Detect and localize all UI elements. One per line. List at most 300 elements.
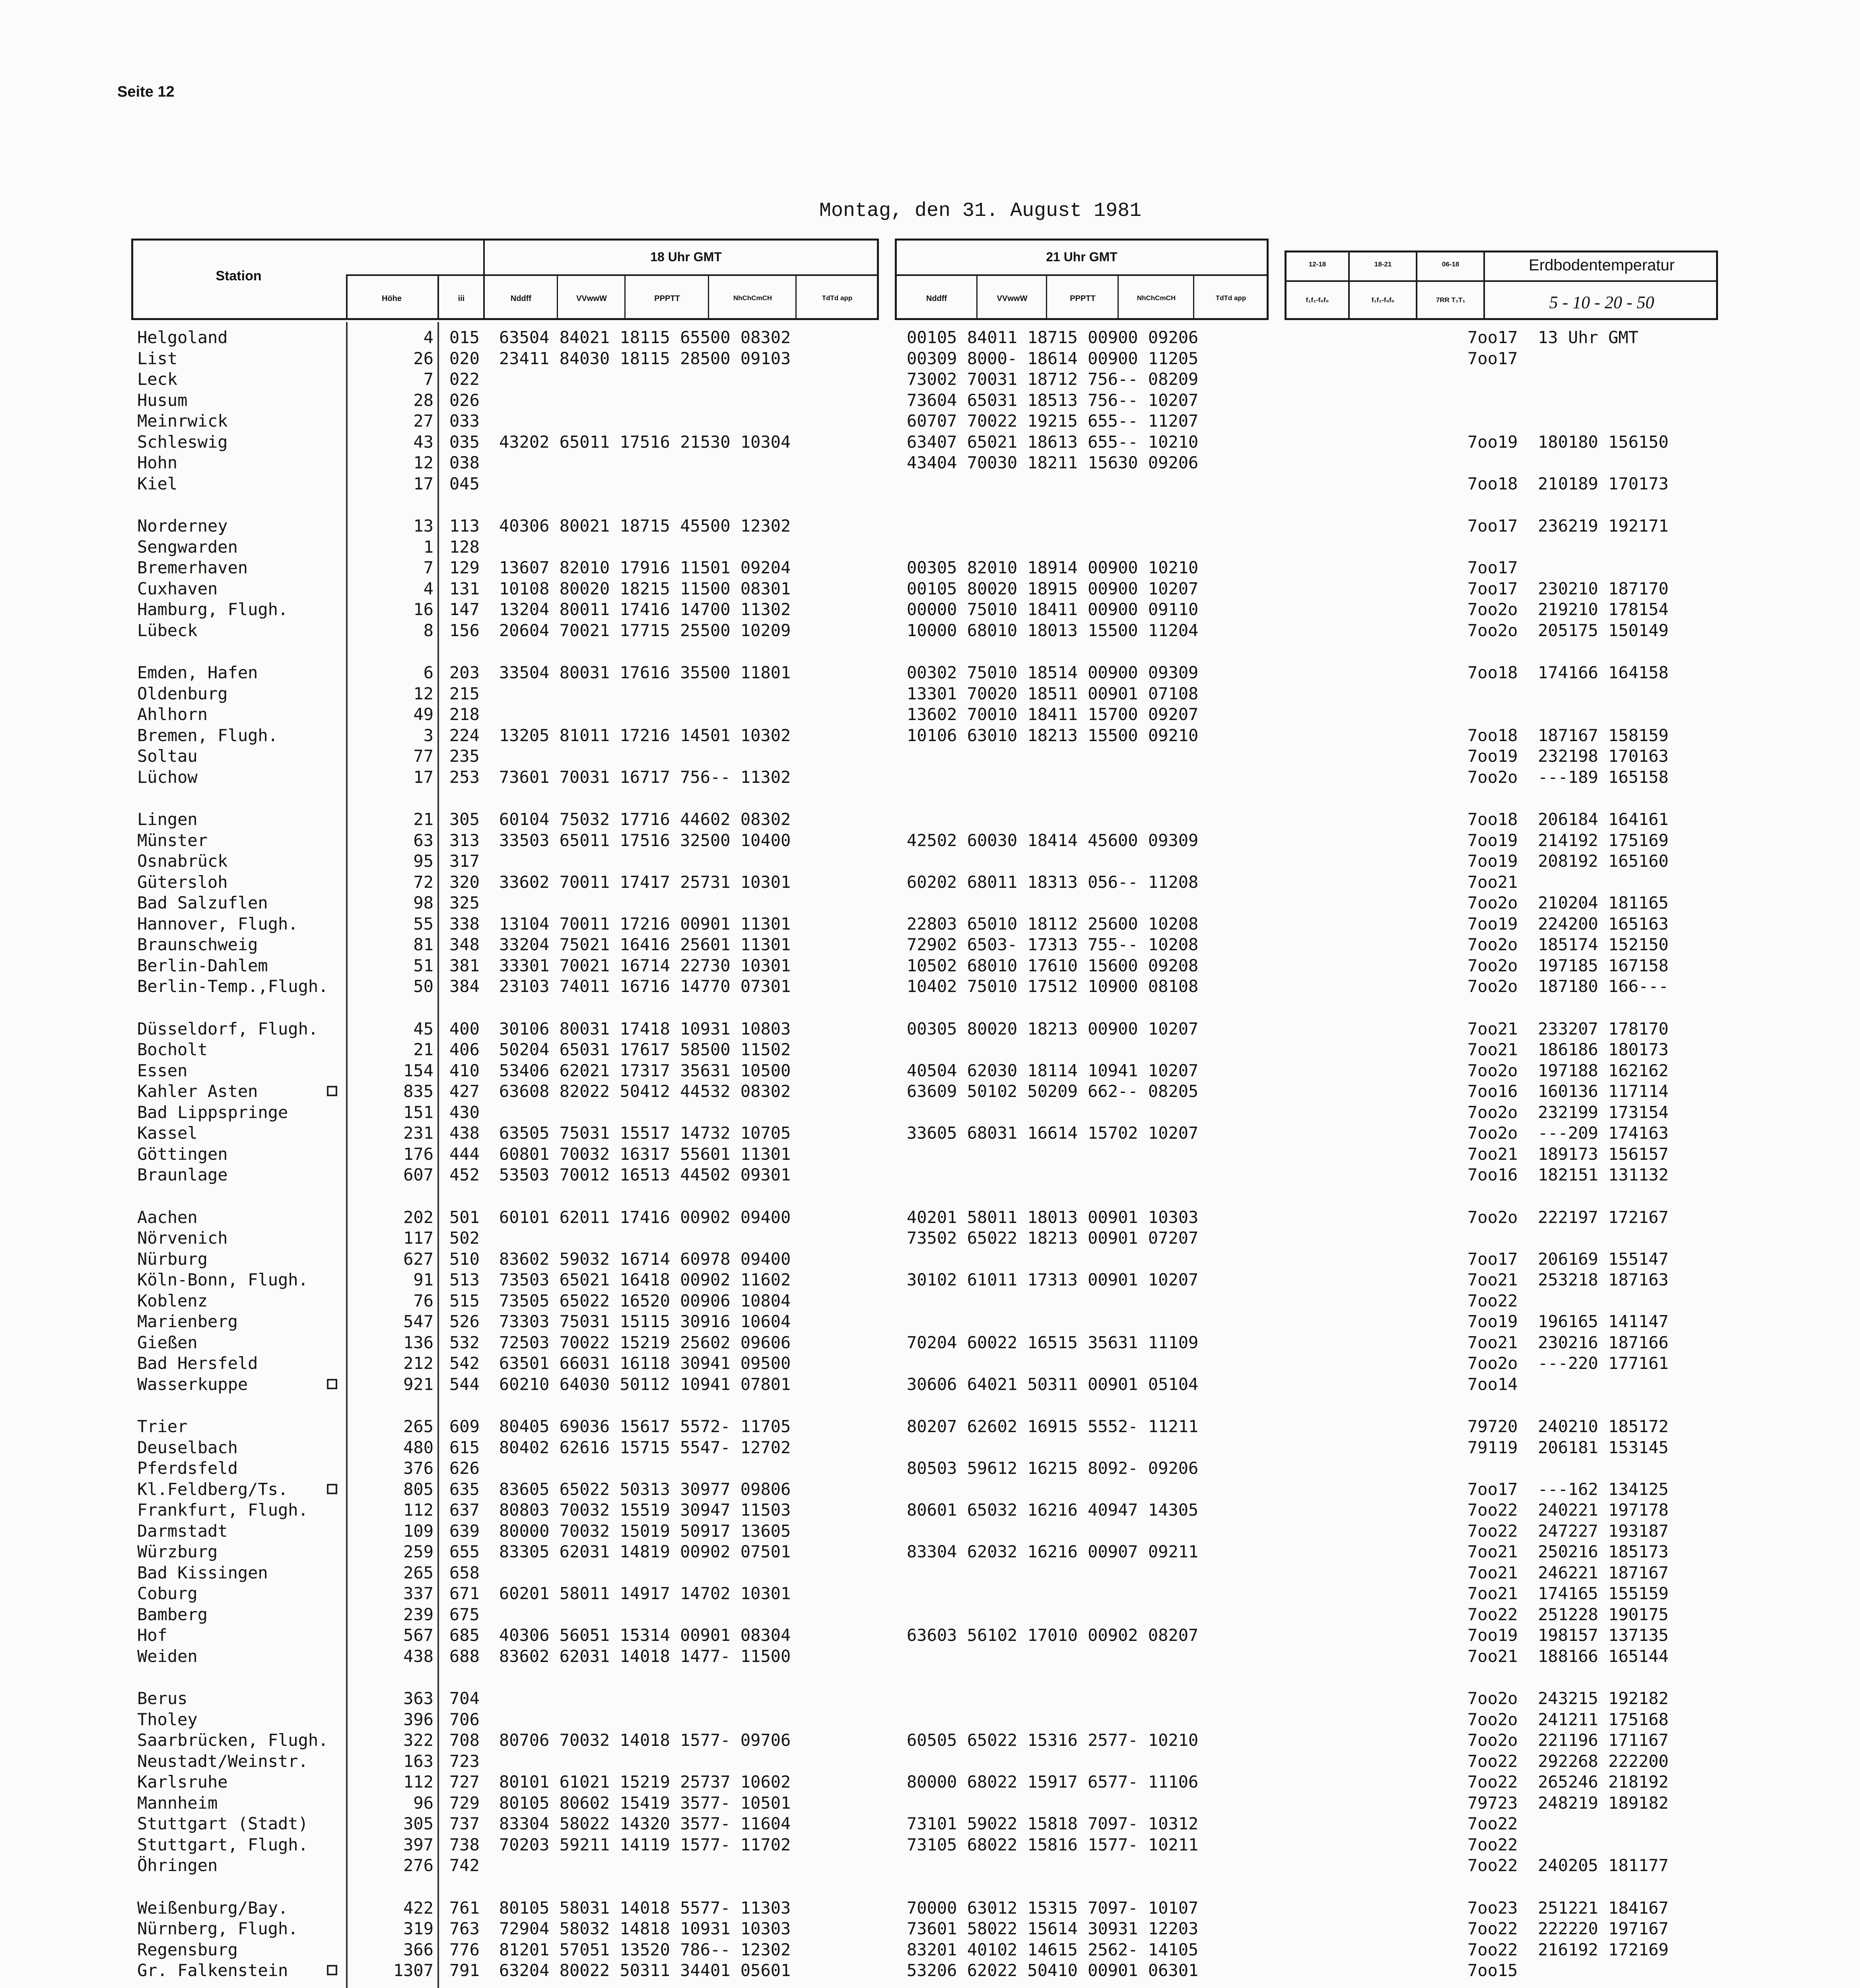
header-period-06-18: 06-18	[1442, 260, 1460, 268]
header-period-06-18-sub: 7RR T₁T₁	[1436, 296, 1465, 304]
obs-21-gmt: 73101 59022 15818 7097- 10312	[907, 1814, 1199, 1833]
station-hoehe: 4	[423, 328, 433, 347]
mountain-station-marker-icon	[327, 1086, 337, 1096]
station-name: Sengwarden	[137, 537, 238, 557]
station-number: 513	[449, 1270, 480, 1289]
station-number: 438	[449, 1123, 480, 1143]
soil-temperature: 7oo17 13 Uhr GMT	[1467, 328, 1638, 347]
station-name: Saarbrücken, Flugh.	[137, 1731, 328, 1750]
station-number: 685	[449, 1625, 480, 1645]
station-name: Leck	[137, 370, 178, 389]
station-number: 215	[449, 683, 480, 703]
station-hoehe: 921	[403, 1374, 433, 1394]
header-depths: 5 - 10 - 20 - 50	[1549, 293, 1654, 312]
soil-temperature: 7oo2o ---209 174163	[1467, 1123, 1669, 1143]
station-number: 615	[449, 1437, 480, 1457]
station-number: 526	[449, 1312, 480, 1331]
station-number: 325	[449, 893, 480, 912]
station-name: Weißenburg/Bay.	[137, 1898, 288, 1918]
soil-temperature: 7oo2o 185174 152150	[1467, 935, 1669, 954]
soil-temperature: 7oo22	[1467, 1291, 1518, 1310]
station-number: 763	[449, 1919, 480, 1938]
station-number: 544	[449, 1374, 480, 1394]
station-number: 430	[449, 1102, 480, 1122]
header-18-sub-3: PPPTT	[654, 294, 680, 303]
station-name: Würzburg	[137, 1542, 218, 1561]
station-number: 723	[449, 1751, 480, 1771]
station-hoehe: 43	[413, 432, 433, 452]
obs-21-gmt: 42502 60030 18414 45600 09309	[907, 830, 1199, 850]
obs-21-gmt: 00309 8000- 18614 00900 11205	[907, 348, 1199, 368]
soil-temperature: 7oo17 236219 192171	[1467, 516, 1669, 536]
station-number: 738	[449, 1835, 480, 1854]
obs-18-gmt: 83602 62031 14018 1477- 11500	[499, 1646, 791, 1666]
station-hoehe: 28	[413, 390, 433, 410]
soil-temperature: 7oo16 182151 131132	[1467, 1165, 1669, 1184]
station-number: 035	[449, 432, 480, 452]
station-hoehe: 396	[403, 1709, 433, 1729]
station-name: Coburg	[137, 1584, 198, 1603]
station-number: 427	[449, 1081, 480, 1101]
station-name: Wasserkuppe	[137, 1375, 248, 1394]
soil-temperature: 7oo19 196165 141147	[1467, 1312, 1669, 1331]
soil-temperature: 7oo2o 210204 181165	[1467, 893, 1669, 912]
station-hoehe: 547	[403, 1312, 433, 1331]
obs-21-gmt: 13602 70010 18411 15700 09207	[907, 705, 1199, 724]
station-number: 384	[449, 977, 480, 996]
station-hoehe: 239	[403, 1604, 433, 1624]
station-name: Bad Kissingen	[137, 1563, 268, 1582]
soil-temperature: 7oo2o ---220 177161	[1467, 1353, 1669, 1373]
soil-temperature: 7oo17 ---162 134125	[1467, 1479, 1669, 1499]
obs-21-gmt: 63609 50102 50209 662-- 08205	[907, 1081, 1199, 1101]
soil-temperature: 7oo22 240221 197178	[1467, 1500, 1669, 1520]
obs-21-gmt: 00302 75010 18514 00900 09309	[907, 663, 1199, 682]
station-hoehe: 21	[413, 810, 433, 829]
obs-18-gmt: 80803 70032 15519 30947 11503	[499, 1500, 791, 1520]
soil-temperature: 7oo19 214192 175169	[1467, 830, 1669, 850]
station-name: Ahlhorn	[137, 705, 208, 724]
station-hoehe: 51	[413, 955, 433, 975]
station-number: 128	[449, 537, 480, 557]
soil-temperature: 7oo22 222220 197167	[1467, 1919, 1669, 1938]
station-number: 400	[449, 1019, 480, 1039]
station-number: 113	[449, 516, 480, 536]
station-hoehe: 98	[413, 893, 433, 912]
obs-21-gmt: 73105 68022 15816 1577- 10211	[907, 1835, 1199, 1854]
mountain-station-marker-icon	[327, 1379, 337, 1389]
station-name: Essen	[137, 1061, 188, 1080]
station-hoehe: 567	[403, 1625, 433, 1645]
station-name: Kl.Feldberg/Ts.	[137, 1479, 288, 1499]
soil-temperature: 79720 240210 185172	[1467, 1417, 1669, 1436]
station-number: 129	[449, 558, 480, 577]
station-hoehe: 265	[403, 1417, 433, 1436]
soil-temperature: 7oo2o 187180 166---	[1467, 977, 1669, 996]
soil-temperature: 7oo2o 221196 171167	[1467, 1730, 1669, 1750]
station-name: Trier	[137, 1417, 188, 1436]
station-number: 658	[449, 1563, 480, 1582]
soil-temperature: 7oo23 251221 184167	[1467, 1898, 1669, 1918]
soil-temperature: 7oo18 174166 164158	[1467, 663, 1669, 682]
station-name: Darmstadt	[137, 1521, 228, 1541]
obs-18-gmt: 63504 84021 18115 65500 08302	[499, 328, 791, 347]
obs-18-gmt: 40306 56051 15314 00901 08304	[499, 1625, 791, 1645]
obs-21-gmt: 80000 68022 15917 6577- 11106	[907, 1772, 1199, 1792]
station-name: Schleswig	[137, 432, 228, 452]
header-21-sub-5: TdTd app	[1215, 294, 1246, 302]
station-name: Husum	[137, 390, 188, 410]
station-name: Emden, Hafen	[137, 663, 258, 682]
station-name: Gießen	[137, 1333, 198, 1352]
obs-18-gmt: 10108 80020 18215 11500 08301	[499, 579, 791, 598]
obs-18-gmt: 70203 59211 14119 1577- 11702	[499, 1835, 791, 1854]
station-name: Kiel	[137, 474, 178, 493]
station-name: Hamburg, Flugh.	[137, 600, 288, 619]
obs-21-gmt: 13301 70020 18511 00901 07108	[907, 683, 1199, 703]
soil-temperature: 7oo21 250216 185173	[1467, 1542, 1669, 1561]
station-hoehe: 627	[403, 1249, 433, 1269]
station-hoehe: 7	[423, 369, 433, 389]
station-hoehe: 319	[403, 1919, 433, 1938]
obs-21-gmt: 30606 64021 50311 00901 05104	[907, 1374, 1199, 1394]
report-date: Montag, den 31. August 1981	[819, 200, 1142, 222]
header-21-sub-3: PPPTT	[1070, 294, 1096, 303]
soil-temperature: 7oo2o 197185 167158	[1467, 955, 1669, 975]
obs-18-gmt: 53406 62021 17317 35631 10500	[499, 1060, 791, 1080]
soil-temperature: 7oo21 189173 156157	[1467, 1144, 1669, 1164]
obs-18-gmt: 33301 70021 16714 22730 10301	[499, 955, 791, 975]
station-number: 033	[449, 411, 480, 431]
station-number: 253	[449, 767, 480, 787]
station-name: Bocholt	[137, 1040, 208, 1059]
obs-18-gmt: 81201 57051 13520 786-- 12302	[499, 1939, 791, 1959]
station-number: 704	[449, 1689, 480, 1708]
station-name: List	[137, 349, 178, 368]
station-hoehe: 276	[403, 1856, 433, 1875]
station-hoehe: 835	[403, 1081, 433, 1101]
station-number: 444	[449, 1144, 480, 1164]
station-name: Helgoland	[137, 328, 228, 347]
soil-temperature: 7oo21 253218 187163	[1467, 1270, 1669, 1289]
station-hoehe: 91	[413, 1270, 433, 1289]
station-hoehe: 259	[403, 1542, 433, 1561]
soil-temperature: 7oo21 233207 178170	[1467, 1019, 1669, 1039]
obs-18-gmt: 63505 75031 15517 14732 10705	[499, 1123, 791, 1143]
soil-temperature: 7oo2o 222197 172167	[1467, 1207, 1669, 1227]
station-name: Düsseldorf, Flugh.	[137, 1019, 319, 1039]
soil-temperature: 7oo17	[1467, 348, 1518, 368]
station-hoehe: 480	[403, 1437, 433, 1457]
obs-21-gmt: 10502 68010 17610 15600 09208	[907, 955, 1199, 975]
obs-18-gmt: 33204 75021 16416 25601 11301	[499, 935, 791, 954]
obs-21-gmt: 63407 65021 18613 655-- 10210	[907, 432, 1199, 452]
station-number: 671	[449, 1584, 480, 1603]
obs-18-gmt: 63608 82022 50412 44532 08302	[499, 1081, 791, 1101]
header-18-sub-5: TdTd app	[822, 294, 853, 302]
station-hoehe: 1307	[393, 1961, 433, 1980]
soil-temperature: 7oo21 246221 187167	[1467, 1563, 1669, 1582]
station-name: Tholey	[137, 1710, 198, 1729]
station-hoehe: 112	[403, 1500, 433, 1520]
station-name: Nürburg	[137, 1249, 208, 1269]
station-number: 742	[449, 1856, 480, 1875]
station-number: 320	[449, 872, 480, 892]
station-hoehe: 81	[413, 935, 433, 954]
station-name: Bad Lippspringe	[137, 1103, 288, 1122]
station-number: 218	[449, 705, 480, 724]
station-number: 542	[449, 1353, 480, 1373]
station-hoehe: 26	[413, 348, 433, 368]
station-number: 532	[449, 1332, 480, 1352]
soil-temperature: 7oo2o ---189 165158	[1467, 767, 1669, 787]
station-number: 639	[449, 1521, 480, 1541]
station-hoehe: 136	[403, 1332, 433, 1352]
obs-21-gmt: 00305 82010 18914 00900 10210	[907, 558, 1199, 577]
station-number: 637	[449, 1500, 480, 1520]
obs-21-gmt: 72902 6503- 17313 755-- 10208	[907, 935, 1199, 954]
obs-18-gmt: 80101 61021 15219 25737 10602	[499, 1772, 791, 1792]
station-name: Köln-Bonn, Flugh.	[137, 1270, 308, 1289]
soil-temperature: 7oo19 208192 165160	[1467, 851, 1669, 871]
station-name: Berlin-Dahlem	[137, 956, 268, 975]
obs-18-gmt: 83605 65022 50313 30977 09806	[499, 1479, 791, 1499]
station-name: Nörvenich	[137, 1229, 228, 1248]
obs-18-gmt: 73503 65021 16418 00902 11602	[499, 1270, 791, 1289]
station-name: Münster	[137, 831, 208, 850]
obs-21-gmt: 83201 40102 14615 2562- 14105	[907, 1939, 1199, 1959]
station-hoehe: 96	[413, 1793, 433, 1813]
obs-18-gmt: 72503 70022 15219 25602 09606	[499, 1332, 791, 1352]
station-hoehe: 63	[413, 830, 433, 850]
station-hoehe: 8	[423, 620, 433, 640]
obs-18-gmt: 30106 80031 17418 10931 10803	[499, 1019, 791, 1039]
station-name: Hohn	[137, 453, 178, 472]
header-erdbodentemperatur: Erdbodentemperatur	[1529, 256, 1675, 274]
station-hoehe: 366	[403, 1939, 433, 1959]
station-number: 708	[449, 1730, 480, 1750]
obs-21-gmt: 60505 65022 15316 2577- 10210	[907, 1730, 1199, 1750]
obs-18-gmt: 43202 65011 17516 21530 10304	[499, 432, 791, 452]
obs-21-gmt: 30102 61011 17313 00901 10207	[907, 1270, 1199, 1289]
station-hoehe: 1	[423, 537, 433, 557]
obs-18-gmt: 73303 75031 15115 30916 10604	[499, 1312, 791, 1331]
station-hoehe: 337	[403, 1584, 433, 1603]
column-rule-iii	[437, 322, 439, 1988]
soil-temperature: 7oo2o 197188 162162	[1467, 1060, 1669, 1080]
station-name: Weiden	[137, 1646, 198, 1666]
obs-21-gmt: 60707 70022 19215 655-- 11207	[907, 411, 1199, 431]
obs-21-gmt: 63603 56102 17010 00902 08207	[907, 1625, 1199, 1645]
station-hoehe: 49	[413, 705, 433, 724]
header-18-gmt: 18 Uhr GMT	[650, 250, 722, 264]
station-name: Deuselbach	[137, 1438, 238, 1457]
page-number: Seite 12	[117, 83, 175, 100]
soil-temperature: 7oo17	[1467, 558, 1518, 577]
station-hoehe: 363	[403, 1689, 433, 1708]
station-name: Stuttgart (Stadt)	[137, 1814, 308, 1833]
obs-18-gmt: 80706 70032 14018 1577- 09706	[499, 1730, 791, 1750]
station-hoehe: 422	[403, 1898, 433, 1918]
station-name: Lingen	[137, 810, 198, 829]
obs-21-gmt: 40201 58011 18013 00901 10303	[907, 1207, 1199, 1227]
mountain-station-marker-icon	[327, 1484, 337, 1494]
station-number: 381	[449, 955, 480, 975]
obs-18-gmt: 60801 70032 16317 55601 11301	[499, 1144, 791, 1164]
header-iii: iii	[458, 294, 465, 303]
station-hoehe: 76	[413, 1291, 433, 1310]
header-21-gmt: 21 Uhr GMT	[1046, 250, 1118, 264]
obs-18-gmt: 80105 80602 15419 3577- 10501	[499, 1793, 791, 1813]
station-name: Pferdsfeld	[137, 1459, 238, 1478]
station-hoehe: 13	[413, 516, 433, 536]
station-name: Cuxhaven	[137, 579, 218, 598]
obs-21-gmt: 10402 75010 17512 10900 08108	[907, 977, 1199, 996]
header-21-sub-1: Nddff	[926, 294, 947, 303]
station-hoehe: 4	[423, 579, 433, 598]
soil-temperature: 7oo2o 241211 175168	[1467, 1709, 1669, 1729]
station-hoehe: 176	[403, 1144, 433, 1164]
soil-temperature: 79723 248219 189182	[1467, 1793, 1669, 1813]
obs-18-gmt: 23103 74011 16716 14770 07301	[499, 977, 791, 996]
obs-18-gmt: 13205 81011 17216 14501 10302	[499, 725, 791, 745]
header-station: Station	[216, 268, 262, 283]
station-hoehe: 376	[403, 1458, 433, 1478]
soil-temperature: 7oo14	[1467, 1374, 1518, 1394]
station-hoehe: 27	[413, 411, 433, 431]
station-name: Frankfurt, Flugh.	[137, 1501, 308, 1520]
obs-18-gmt: 60201 58011 14917 14702 10301	[499, 1584, 791, 1603]
station-name: Berus	[137, 1689, 188, 1708]
station-hoehe: 322	[403, 1730, 433, 1750]
soil-temperature: 7oo22 292268 222200	[1467, 1751, 1669, 1771]
obs-21-gmt: 53206 62022 50410 00901 06301	[907, 1961, 1199, 1980]
station-name: Kahler Asten	[137, 1082, 258, 1101]
obs-18-gmt: 73505 65022 16520 00906 10804	[499, 1291, 791, 1310]
obs-18-gmt: 13607 82010 17916 11501 09204	[499, 558, 791, 577]
station-hoehe: 6	[423, 663, 433, 682]
station-name: Osnabrück	[137, 852, 228, 871]
soil-temperature: 7oo19 180180 156150	[1467, 432, 1669, 452]
soil-temperature: 7oo2o 219210 178154	[1467, 600, 1669, 619]
station-number: 626	[449, 1458, 480, 1478]
obs-18-gmt: 80105 58031 14018 5577- 11303	[499, 1898, 791, 1918]
station-name: Kassel	[137, 1124, 198, 1143]
obs-21-gmt: 70000 63012 15315 7097- 10107	[907, 1898, 1199, 1918]
station-hoehe: 72	[413, 872, 433, 892]
obs-18-gmt: 33602 70011 17417 25731 10301	[499, 872, 791, 892]
station-name: Hof	[137, 1626, 167, 1645]
station-number: 502	[449, 1228, 480, 1248]
soil-temperature: 7oo21 186186 180173	[1467, 1040, 1669, 1059]
header-period-18-21-sub: f₁f₁-f₀f₀	[1371, 296, 1395, 304]
station-number: 635	[449, 1479, 480, 1499]
station-name: Hannover, Flugh.	[137, 914, 298, 934]
obs-21-gmt: 70204 60022 16515 35631 11109	[907, 1332, 1199, 1352]
station-number: 609	[449, 1417, 480, 1436]
station-hoehe: 805	[403, 1479, 433, 1499]
header-period-18-21: 18-21	[1374, 260, 1392, 268]
station-number: 045	[449, 474, 480, 493]
station-number: 706	[449, 1709, 480, 1729]
obs-21-gmt: 73604 65031 18513 756-- 10207	[907, 390, 1199, 410]
obs-18-gmt: 80405 69036 15617 5572- 11705	[499, 1417, 791, 1436]
station-number: 203	[449, 663, 480, 682]
obs-18-gmt: 20604 70021 17715 25500 10209	[499, 620, 791, 640]
station-hoehe: 607	[403, 1165, 433, 1184]
station-number: 317	[449, 851, 480, 871]
station-number: 026	[449, 390, 480, 410]
station-number: 776	[449, 1939, 480, 1959]
obs-21-gmt: 10106 63010 18213 15500 09210	[907, 725, 1199, 745]
station-name: Regensburg	[137, 1940, 238, 1959]
obs-18-gmt: 72904 58032 14818 10931 10303	[499, 1919, 791, 1938]
obs-21-gmt: 10000 68010 18013 15500 11204	[907, 620, 1199, 640]
obs-21-gmt: 33605 68031 16614 15702 10207	[907, 1123, 1199, 1143]
station-number: 015	[449, 328, 480, 347]
obs-21-gmt: 80601 65032 16216 40947 14305	[907, 1500, 1199, 1520]
soil-temperature: 7oo21	[1467, 872, 1518, 892]
soil-temperature: 7oo2o 243215 192182	[1467, 1689, 1669, 1708]
station-name: Bad Salzuflen	[137, 893, 268, 912]
station-name: Bremerhaven	[137, 558, 248, 577]
station-number: 224	[449, 725, 480, 745]
station-name: Soltau	[137, 747, 198, 766]
obs-18-gmt: 80000 70032 15019 50917 13605	[499, 1521, 791, 1541]
station-hoehe: 12	[413, 683, 433, 703]
obs-21-gmt: 40504 62030 18114 10941 10207	[907, 1060, 1199, 1080]
soil-temperature: 7oo17 230210 187170	[1467, 579, 1669, 598]
station-number: 022	[449, 369, 480, 389]
soil-temperature: 7oo2o 205175 150149	[1467, 620, 1669, 640]
station-name: Braunlage	[137, 1165, 228, 1184]
station-name: Stuttgart, Flugh.	[137, 1835, 308, 1854]
station-number: 452	[449, 1165, 480, 1184]
obs-18-gmt: 23411 84030 18115 28500 09103	[499, 348, 791, 368]
station-hoehe: 109	[403, 1521, 433, 1541]
soil-temperature: 7oo17 206169 155147	[1467, 1249, 1669, 1269]
obs-21-gmt: 60202 68011 18313 056-- 11208	[907, 872, 1199, 892]
station-name: Göttingen	[137, 1144, 228, 1164]
obs-18-gmt: 40306 80021 18715 45500 12302	[499, 516, 791, 536]
obs-21-gmt: 00105 84011 18715 00900 09206	[907, 328, 1199, 347]
obs-18-gmt: 63204 80022 50311 34401 05601	[499, 1961, 791, 1980]
header-21-sub-4: NhChCmCH	[1137, 294, 1176, 302]
header-18-sub-4: NhChCmCH	[733, 294, 772, 302]
station-hoehe: 154	[403, 1060, 433, 1080]
station-name: Aachen	[137, 1208, 198, 1227]
station-number: 348	[449, 935, 480, 954]
station-hoehe: 55	[413, 914, 433, 934]
station-hoehe: 17	[413, 767, 433, 787]
station-hoehe: 7	[423, 558, 433, 577]
station-name: Oldenburg	[137, 684, 228, 703]
header-period-12-18: 12-18	[1308, 260, 1326, 268]
soil-temperature: 7oo22 216192 172169	[1467, 1939, 1669, 1959]
station-name: Bremen, Flugh.	[137, 726, 278, 745]
obs-18-gmt: 73601 70031 16717 756-- 11302	[499, 767, 791, 787]
station-number: 020	[449, 348, 480, 368]
station-name: Koblenz	[137, 1291, 208, 1310]
soil-temperature: 7oo18 187167 158159	[1467, 725, 1669, 745]
station-hoehe: 77	[413, 746, 433, 766]
station-number: 510	[449, 1249, 480, 1269]
station-number: 737	[449, 1814, 480, 1833]
station-name: Gr. Falkenstein	[137, 1961, 288, 1980]
soil-temperature: 7oo22 251228 190175	[1467, 1604, 1669, 1624]
station-hoehe: 16	[413, 600, 433, 619]
station-number: 675	[449, 1604, 480, 1624]
